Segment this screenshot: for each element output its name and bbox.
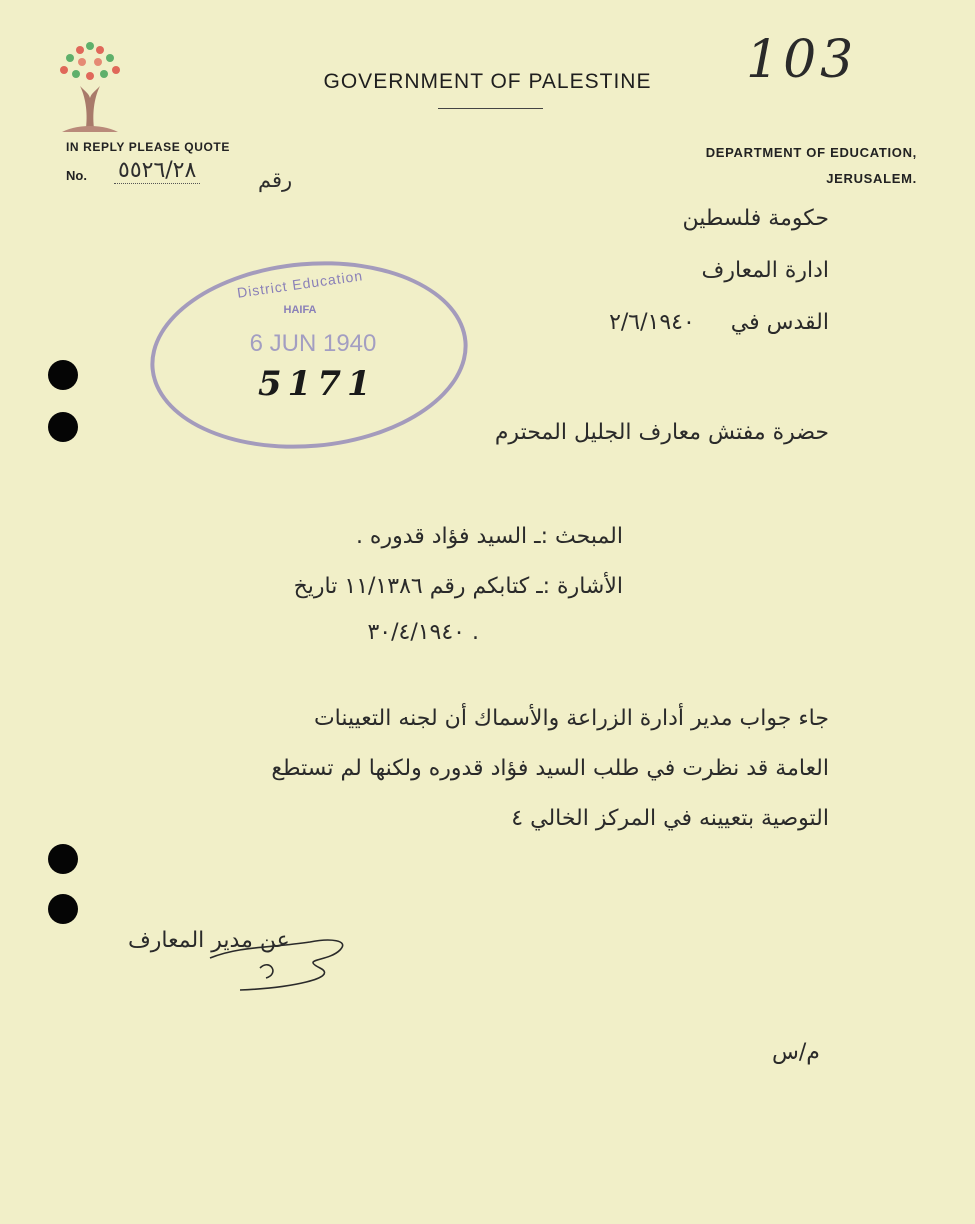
punch-hole — [48, 844, 78, 874]
typist-initials: م/س — [772, 1040, 820, 1065]
reference-line-1: الأشارة :ـ كتابكم رقم ١١/١٣٨٦ تاريخ — [293, 574, 623, 599]
letter-date: ٢/٦/١٩٤٠ — [609, 310, 695, 335]
punch-hole — [48, 412, 78, 442]
stamp-registry-number: 5171 — [258, 364, 377, 404]
body-line-1: جاء جواب مدير أدارة الزراعة والأسماك أن لجنه التعيينات — [313, 706, 829, 731]
heading-rule — [438, 108, 543, 109]
arabic-department: ادارة المعارف — [701, 258, 829, 283]
subject-line: المبحث :ـ السيد فؤاد قدوره . — [355, 524, 623, 549]
department-line-1: DEPARTMENT OF EDUCATION, — [705, 145, 917, 160]
reply-note: IN REPLY PLEASE QUOTE — [66, 140, 230, 154]
reference-no-label: No. — [66, 168, 87, 183]
reference-number: ٥٥٢٦/٢٨ — [114, 158, 200, 184]
department-line-2: JERUSALEM. — [826, 171, 917, 186]
stamp-city: HAIFA — [283, 304, 317, 316]
date-label: القدس في — [730, 310, 829, 335]
folio-number: 103 — [746, 30, 858, 90]
stamp-date: 6 JUN 1940 — [249, 330, 377, 357]
department-address — [706, 140, 917, 192]
addressee-line: حضرة مفتش معارف الجليل المحترم — [494, 420, 829, 445]
reference-line-2: ٣٠/٤/١٩٤٠ . — [367, 620, 479, 645]
body-line-3: التوصية بتعيينه في المركز الخالي ٤ — [511, 806, 829, 831]
punch-hole — [48, 894, 78, 924]
stamp-office-text: District Education — [236, 267, 364, 301]
reference-raqm-label: رقم — [258, 168, 293, 192]
punch-hole — [48, 360, 78, 390]
handwritten-signature-icon — [200, 928, 360, 998]
signature-line: عن مدير المعارف — [128, 928, 290, 953]
arabic-date-line — [609, 310, 829, 335]
body-line-2: العامة قد نظرت في طلب السيد فؤاد قدوره ولكنها لم تستطع — [271, 756, 829, 781]
arabic-government: حكومة فلسطين — [682, 206, 829, 231]
government-heading: GOVERNMENT OF PALESTINE — [323, 70, 652, 93]
